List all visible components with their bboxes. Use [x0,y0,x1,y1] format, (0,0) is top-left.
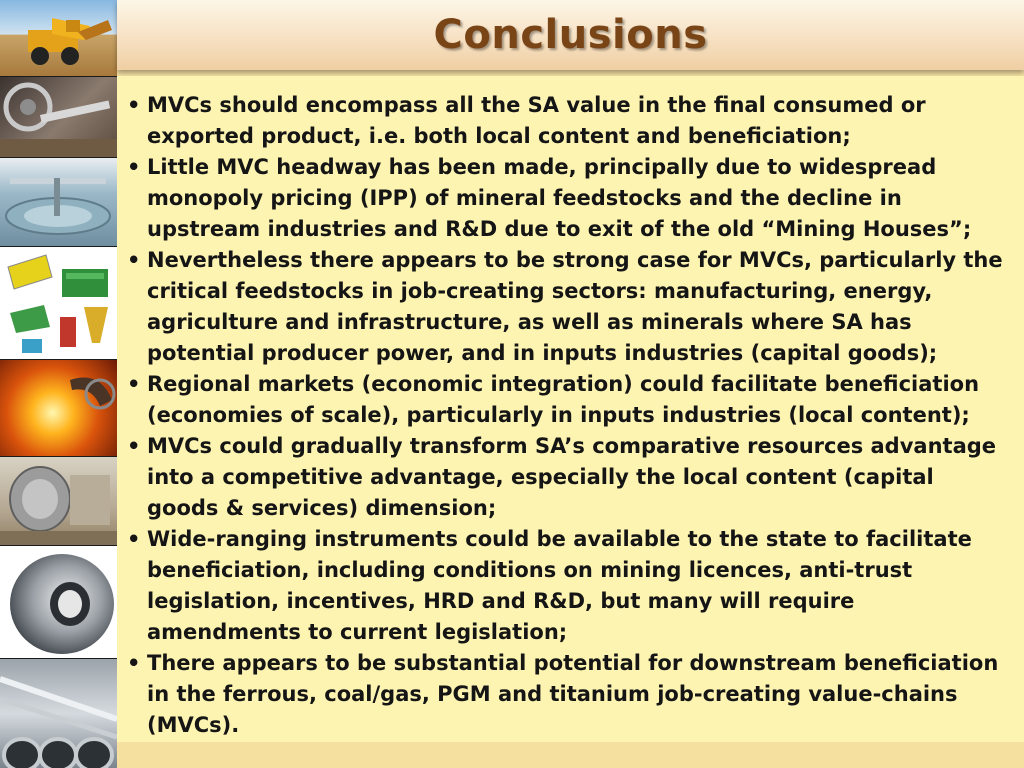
bullet-marker: • [127,248,141,272]
ball-mill-image [0,457,117,546]
list-item [127,90,1012,152]
bullet-text: Little MVC headway has been made, principally due to widespread monopoly pricing (IPP) of mineral feedstocks and the decline in upstream industries and R&D due to exit of the old “Mining Houses”; [147,155,972,241]
bullet-marker: • [127,527,141,551]
slide-title: Conclusions [433,12,708,58]
bullet-text: There appears to be substantial potential for downstream beneficiation in the ferrous, coal/gas, PGM and titanium job-creating value-chains (MVCs). [147,651,999,737]
bullet-marker: • [127,93,141,117]
bullet-text: MVCs could gradually transform SA’s comparative resources advantage into a competitive advantage, especially the local content (capital goods & services) dimension; [147,434,997,520]
bullet-text: MVCs should encompass all the SA value in the final consumed or exported product, i.e. both local content and beneficiation; [147,93,926,148]
list-item [127,648,1012,741]
bullet-marker: • [127,434,141,458]
list-item [127,245,1012,369]
bullet-marker: • [127,155,141,179]
list-item [127,369,1012,431]
bucket-wheel-excavator-image [0,77,117,158]
processing-equipment-image [0,247,117,360]
image-strip [0,0,117,768]
list-item [127,524,1012,648]
footer-band [117,742,1024,768]
steel-coil-image [0,546,117,659]
bullet-marker: • [127,372,141,396]
bullet-text: Nevertheless there appears to be strong case for MVCs, particularly the critical feedstocks in job-creating sectors: manufacturing, energy, agriculture and infrastructure, as well as minerals where SA has potential producer power, and in inputs industries (capital goods); [147,248,1003,365]
thickener-plant-image [0,158,117,247]
molten-metal-image [0,360,117,457]
bullet-marker: • [127,651,141,675]
bullet-text: Wide-ranging instruments could be available to the state to facilitate beneficiation, including conditions on mining licences, anti-trust legislation, incentives, HRD and R&D, but many will require amendments to current legislation; [147,527,972,644]
title-bar [117,0,1024,70]
mining-truck-image [0,0,117,77]
bullet-text: Regional markets (economic integration) could facilitate beneficiation (economies of scale), particularly in inputs industries (local content); [147,372,980,427]
list-item [127,152,1012,245]
bullet-list [117,76,1024,741]
content-panel [117,76,1024,742]
list-item [127,431,1012,524]
steel-pipes-image [0,659,117,768]
